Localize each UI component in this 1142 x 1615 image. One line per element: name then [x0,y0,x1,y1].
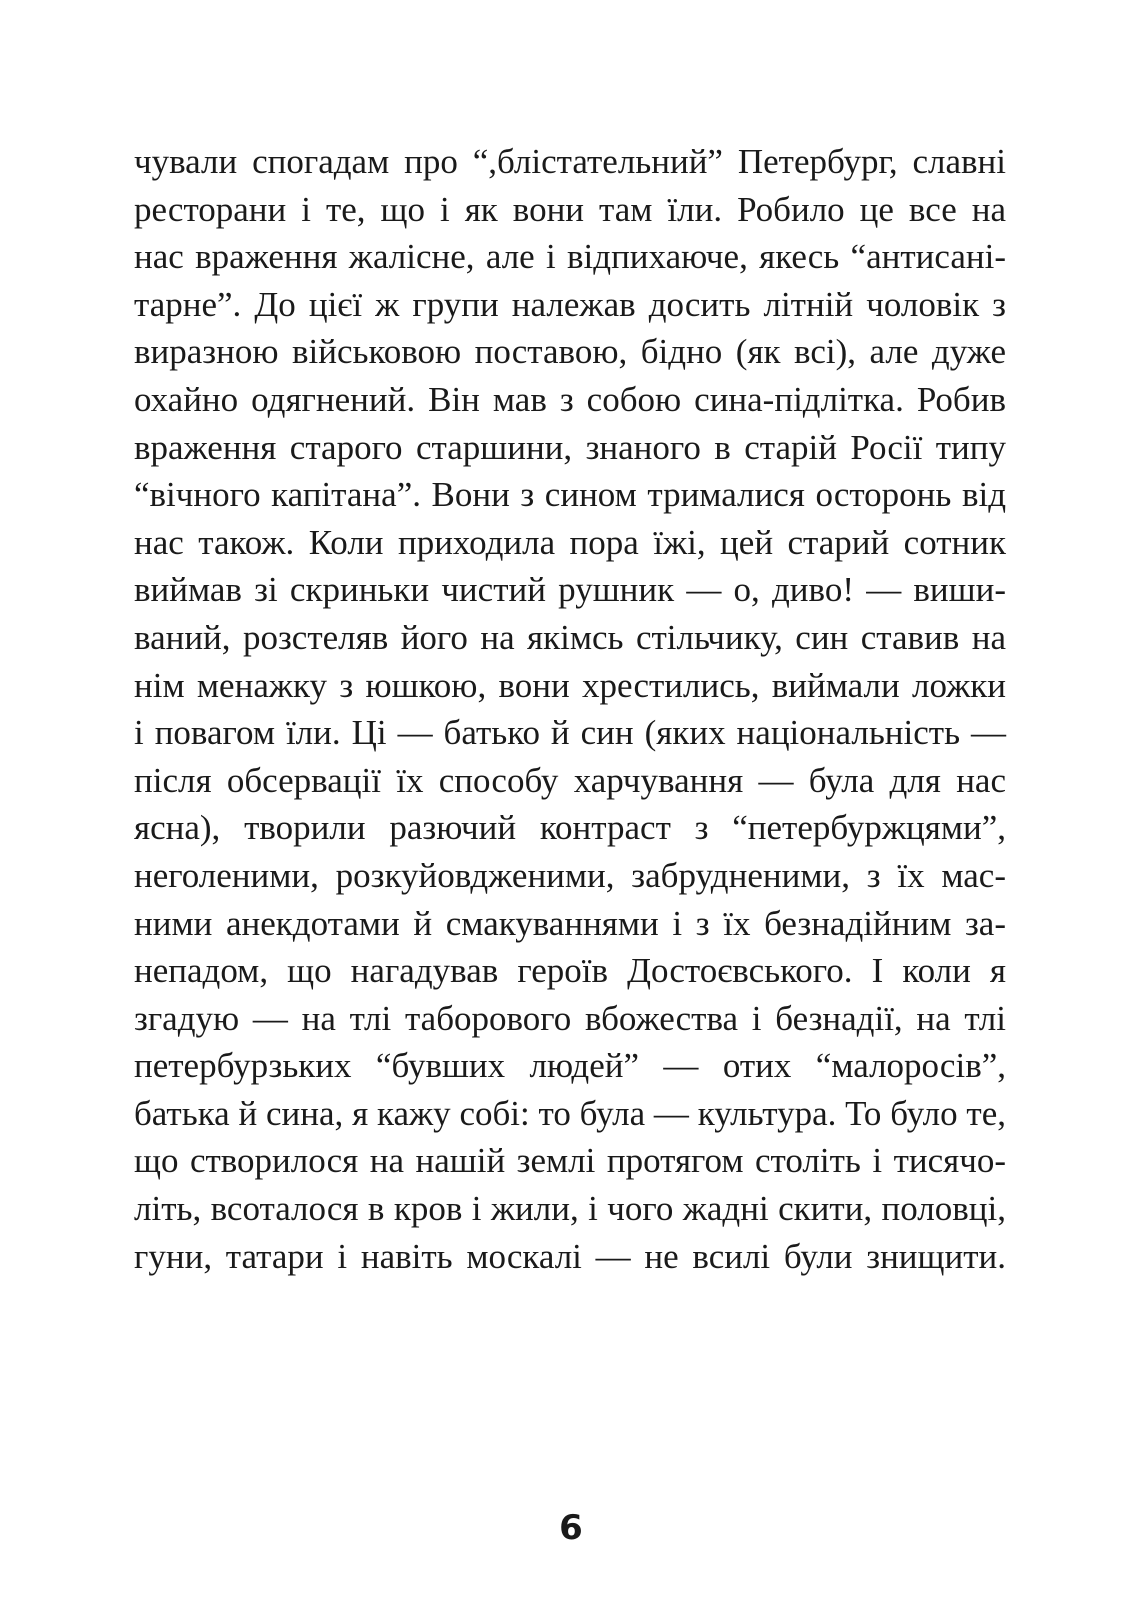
page-number: 6 [559,1508,583,1548]
text-line: батька й сина, я кажу собі: то була — культура. То було те, [134,1093,1006,1133]
text-line: чували спогадам про “,блістательний” Петербург, славні [134,142,1006,181]
text-line: і повагом їли. Ці — батько й син (яких національність — [134,713,1006,753]
text-line: нім менажку з юшкою, вони хрестились, виймали ложки [134,665,1006,705]
text-line: виразною військовою поставою, бідно (як всі), але дуже [134,332,1006,372]
text-line: нас також. Коли приходила пора їжі, цей старий сотник [134,522,1006,562]
text-line: нас враження жалісне, але і відпихаюче, якесь “антисані- [134,237,1006,277]
text-line: ваний, розстеляв його на якімсь стільчику, син ставив на [134,617,1006,657]
text-line: охайно одягнений. Він мав з собою сина-підлітка. Робив [134,379,1006,419]
text-line: тарне”. До цієї ж групи належав досить літній чоловік з [134,284,1006,324]
text-line: ресторани і те, що і як вони там їли. Робило це все на [134,189,1006,229]
text-line: ними анекдотами й смакуваннями і з їх безнадійним за- [134,903,1006,943]
text-line: враження старого старшини, знаного в старій Росії типу [134,427,1006,467]
text-line: літь, всоталося в кров і жили, і чого жадні скити, половці, [134,1189,1006,1229]
text-line: гуни, татари і навіть москалі — не всилі були знищити. [134,1236,1006,1276]
text-line: неголеними, розкуйовдженими, забрудненими, з їх мас- [134,855,1006,895]
text-line: петербурзьких “бувших людей” — отих “малоросів”, [134,1046,1006,1086]
text-line: після обсервації їх способу харчування — була для нас [134,760,1006,800]
text-line: виймав зі скриньки чистий рушник — о, диво! — виши- [134,570,1006,610]
text-line: “вічного капітана”. Вони з сином трималися осторонь від [134,475,1006,515]
text-line: згадую — на тлі таборового вбожества і безнадії, на тлі [134,998,1006,1038]
body-text [134,138,1006,1280]
text-line: що створилося на нашій землі протягом століть і тисячо- [134,1141,1006,1181]
text-line: ясна), творили разючий контраст з “петербуржцями”, [134,808,1006,848]
text-line: непадом, що нагадував героїв Достоєвського. І коли я [134,951,1006,991]
